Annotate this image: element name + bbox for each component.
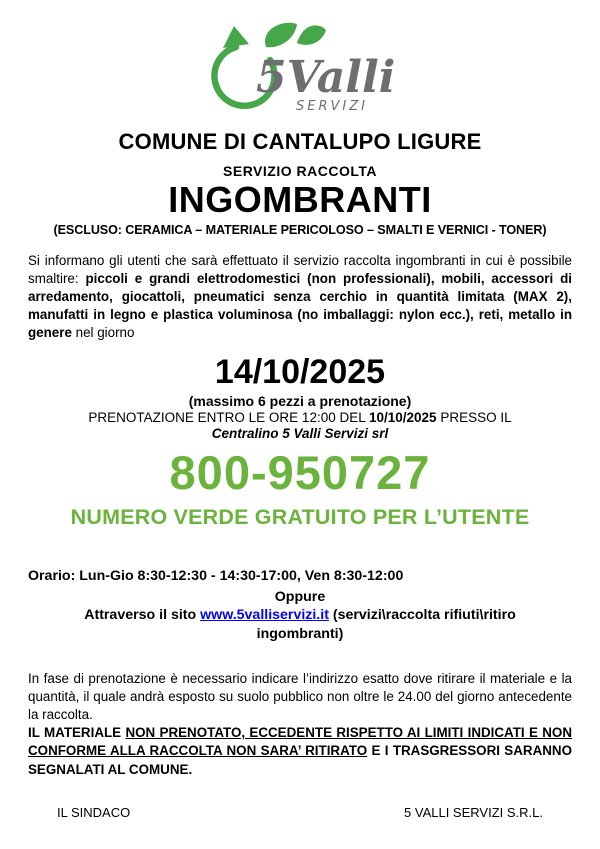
footer-company: 5 VALLI SERVIZI S.R.L. (404, 805, 543, 820)
intro-paragraph (28, 252, 572, 342)
logo (0, 0, 600, 119)
warning-underlined: NON PRENOTATO, ECCEDENTE RISPETTO AI LIMITI INDICATI E NON CONFORME ALLA RACCOLTA NON SARA’ RITIRATO (28, 724, 572, 759)
website-suffix: (servizi\raccolta rifiuti\ritiro ingombranti) (256, 607, 516, 642)
intro-regular-2: nel giorno (71, 324, 135, 340)
warning-prefix: IL MATERIALE (28, 724, 126, 740)
booking-deadline-line (0, 410, 600, 425)
logo-graphic (200, 20, 400, 114)
booking-info-paragraph: In fase di prenotazione è necessario indicare l’indirizzo esatto dove ritirare il materiale e la quantità, il quale andrà esposto su suolo pubblico non oltre le 24.00 del giorno antecedente la raccolta. (28, 671, 572, 722)
warning-paragraph (28, 724, 572, 779)
footer-mayor: IL SINDACO (57, 805, 131, 820)
website-link[interactable]: www.5valliservizi.it (200, 607, 329, 624)
opening-hours: Orario: Lun-Gio 8:30-12:30 - 14:30-17:00, Ven 8:30-12:00 (28, 568, 404, 585)
toll-free-number: 800-950727 (169, 446, 431, 500)
hours-block (28, 567, 572, 643)
website-line (58, 606, 542, 643)
collection-date: 14/10/2025 (214, 352, 386, 391)
page-title: INGOMBRANTI (168, 179, 432, 220)
municipality-title: COMUNE DI CANTALUPO LIGURE (118, 129, 482, 154)
logo-brand-text: 5Valli (256, 52, 396, 103)
intro-bold: piccoli e grandi elettrodomestici (non professionali), mobili, accessori di arredamento, giocattoli, pneumatici senza cerchio in quantità limitata (MAX 2), manufatti in legno e plastica voluminosa (no imballaggi: nylon ecc.), reti, metallo in genere (28, 270, 572, 340)
or-label: Oppure (274, 588, 326, 605)
booking-prefix: PRENOTAZIONE ENTRO LE ORE 12:00 DEL (88, 410, 369, 426)
max-pieces-note: (massimo 6 pezzi a prenotazione) (188, 393, 412, 410)
leaf-icon (265, 23, 326, 48)
call-center-line: Centralino 5 Valli Servizi srl (211, 426, 389, 442)
intro-regular-1: Si informano gli utenti che sarà effettuato il servizio raccolta ingombranti in cui è possibile smaltire: (28, 252, 572, 286)
excluded-materials-line: (ESCLUSO: CERAMICA – MATERIALE PERICOLOSO – SMALTI E VERNICI - TONER) (53, 222, 547, 237)
booking-deadline-date: 10/10/2025 (368, 410, 437, 426)
warning-suffix: E I TRASGRESSORI SARANNO SEGNALATI AL COMUNE. (28, 743, 573, 777)
logo-subtitle-text: SERVIZI (296, 99, 368, 114)
service-line: SERVIZIO RACCOLTA (223, 163, 377, 179)
footer (57, 805, 543, 820)
booking-suffix: PRESSO IL (436, 410, 512, 426)
toll-free-label: NUMERO VERDE GRATUITO PER L’UTENTE (70, 505, 530, 530)
website-prefix: Attraverso il sito (84, 607, 201, 624)
